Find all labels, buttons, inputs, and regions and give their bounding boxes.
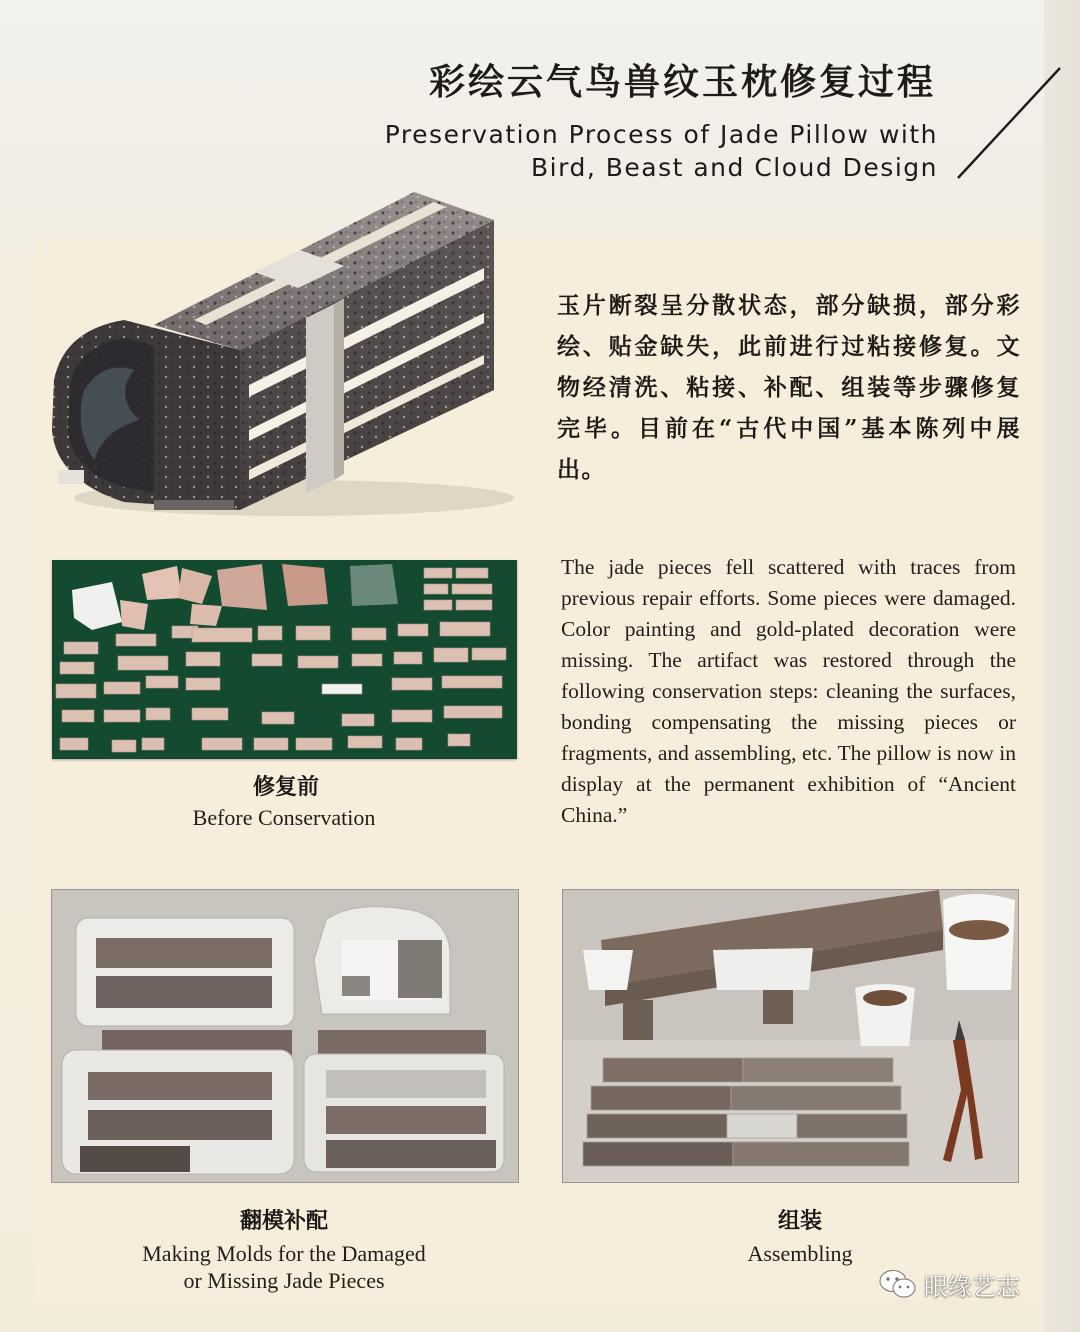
caption-molds-english-line-1: Making Molds for the Damaged — [142, 1241, 426, 1266]
caption-before-chinese: 修复前 — [252, 775, 319, 800]
caption-molds-english-line-2: or Missing Jade Pieces — [183, 1268, 385, 1293]
caption-assembling-chinese: 组装 — [777, 1209, 822, 1234]
caption-molds-chinese: 翻模补配 — [239, 1209, 328, 1234]
description-chinese: 玉片断裂呈分散状态，部分缺损，部分彩绘、贴金缺失，此前进行过粘接修复。文物经清洗、粘接、补配、组装等步骤修复完毕。目前在“古代中国”基本陈列中展出。 — [557, 292, 1021, 483]
title-english — [298, 118, 938, 184]
wall-edge — [1044, 0, 1080, 1332]
wechat-icon — [878, 1268, 918, 1300]
caption-molds-english — [104, 1240, 464, 1294]
description-english: The jade pieces fell scattered with traces from previous repair efforts. Some pieces were damaged. Color painting and gold-plated decoration were missing. The artifact was restored through the following conservation steps: cleaning the surfaces, bonding compensating the missing pieces or fragments, and assembling, etc. The pillow is now in display at the permanent exhibition of “Ancient China.” — [561, 555, 1016, 827]
decorative-slash — [952, 60, 1072, 190]
title-chinese: 彩绘云气鸟兽纹玉枕修复过程 — [428, 62, 936, 103]
making-molds-photo — [51, 889, 519, 1183]
watermark — [878, 1264, 1058, 1304]
jade-pillow-photo — [44, 180, 532, 532]
caption-before-english: Before Conservation — [192, 805, 376, 830]
watermark-text: 眼缘艺志 — [924, 1272, 1020, 1301]
caption-assembling-english: Assembling — [747, 1241, 853, 1266]
title-english-line-1: Preservation Process of Jade Pillow with — [384, 120, 938, 149]
assembling-photo — [562, 889, 1019, 1183]
title-english-line-2: Bird, Beast and Cloud Design — [531, 153, 938, 182]
before-conservation-photo — [52, 560, 517, 759]
